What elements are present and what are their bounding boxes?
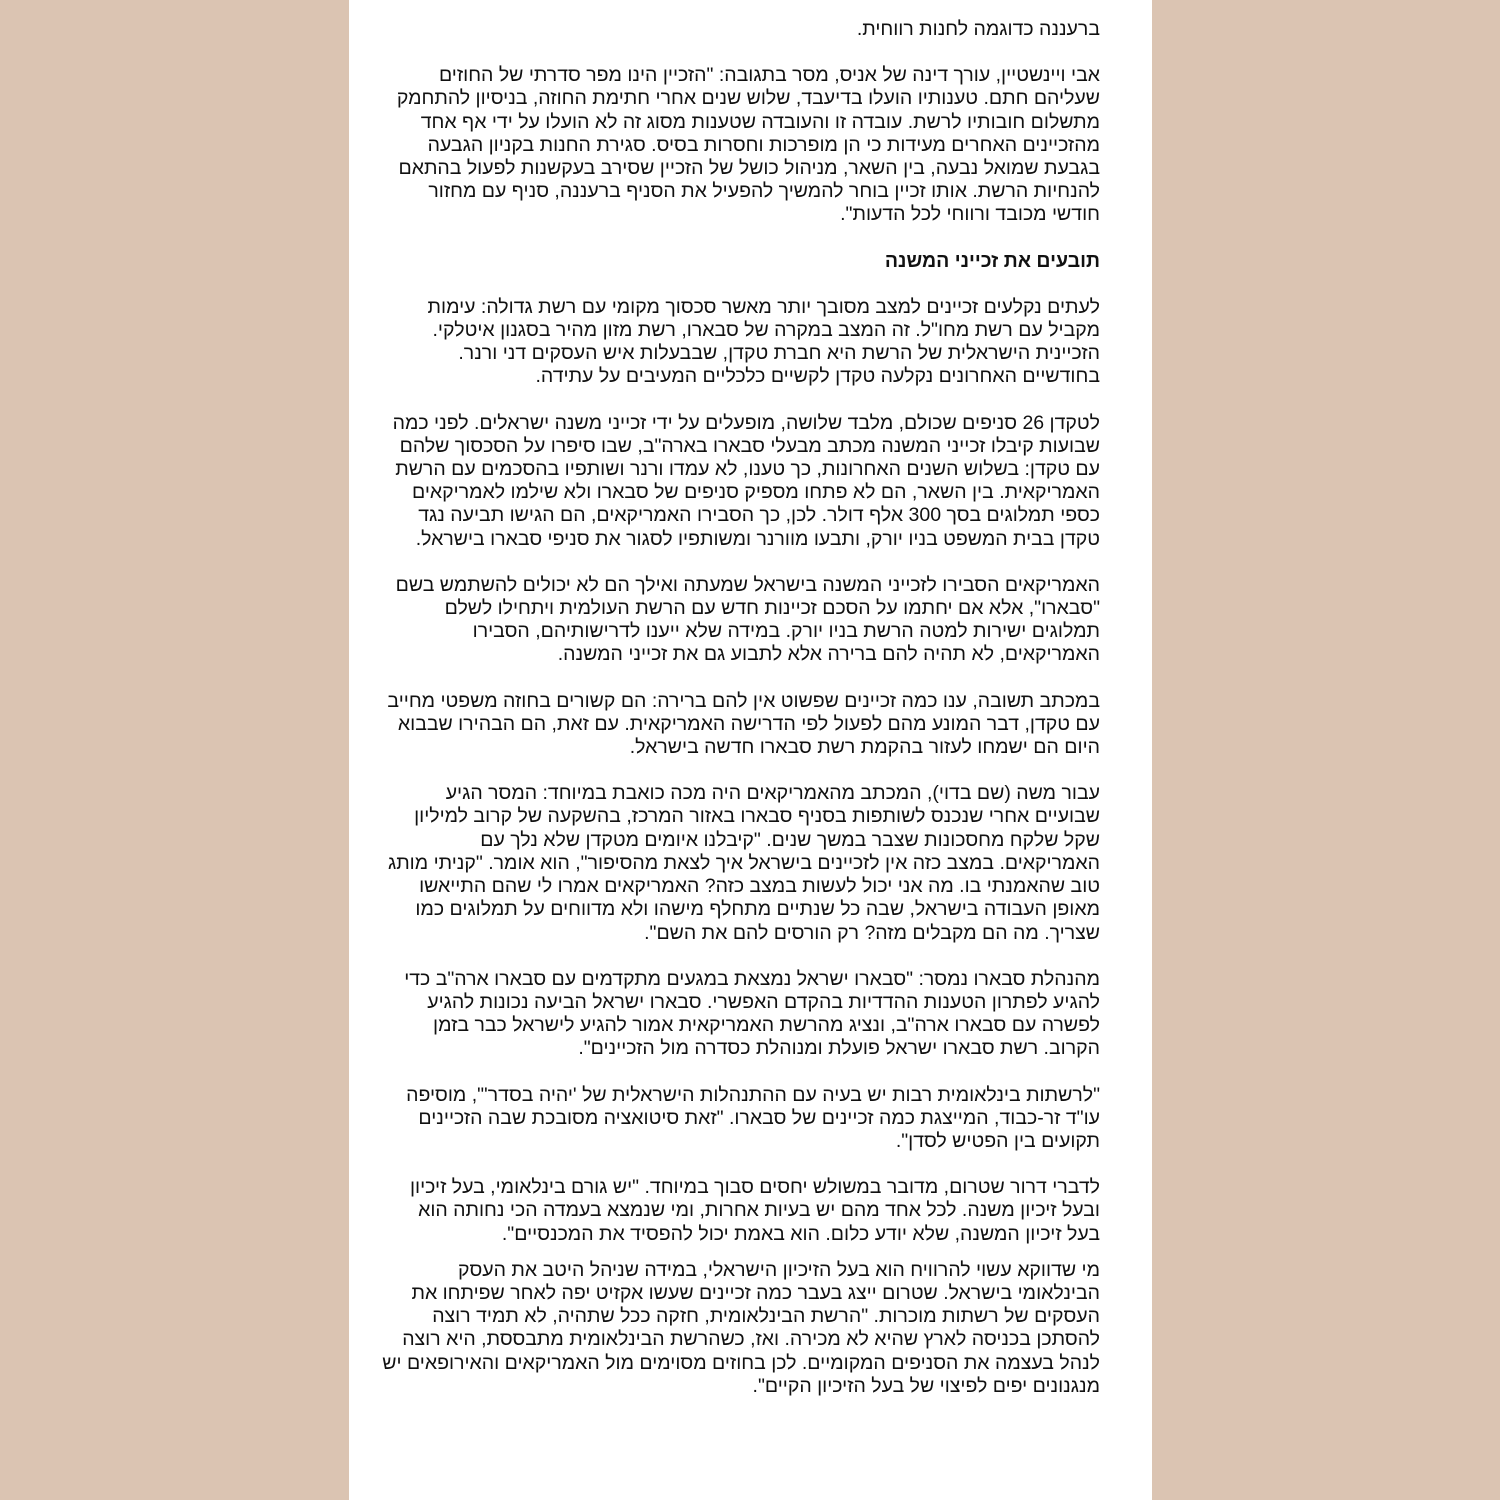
paragraph-line: אבי ויינשטיין, עורך דינה של אניס, מסר בתגובה: "הזכיין הינו מפר סדרתי של החוזים bbox=[438, 64, 1100, 87]
paragraph-line: עם טקדן, דבר המונע מהם לפעול לפי הדרישה האמריקאית. עם זאת, הם הבהירו שבבוא bbox=[397, 712, 1100, 735]
paragraph-line: חודשי מכובד ורווחי לכל הדעות". bbox=[840, 203, 1100, 226]
paragraph-line: מהזכיינים האחרים מעידות כי הן מופרכות וחסרות בסיס. סגירת החנות בקניון הגבעה bbox=[427, 133, 1100, 156]
paragraph-line: תקועים בין הפטיש לסדן". bbox=[895, 1129, 1100, 1152]
paragraph-line: לנהל בעצמה את הסניפים המקומיים. לכן בחוזים מסוימים מול האמריקאים והאירופאים יש bbox=[382, 1351, 1100, 1374]
article-page bbox=[349, 0, 1152, 1500]
paragraph-line: שצריך. מה הם מקבלים מזה? רק הורסים להם את השם". bbox=[644, 921, 1100, 944]
paragraph-line: מי שדווקא עשוי להרוויח הוא בעל הזיכיון הישראלי, במידה שניהל היטב את העסק bbox=[457, 1258, 1100, 1281]
paragraph-line: העסקים של רשתות מוכרות. "הרשת הבינלאומית, חזקה ככל שתהיה, לא תמיד רוצה bbox=[432, 1305, 1100, 1328]
article-paragraph bbox=[382, 1258, 1100, 1398]
paragraph-line: "סבארו", אלא אם יחתמו על הסכם זכיינות חדש עם הרשת העולמית ויתחילו לשלם bbox=[444, 597, 1100, 620]
article-body bbox=[382, 18, 1100, 1398]
paragraph-line: הזכיינית הישראלית של הרשת היא חברת טקדן, שבבעלות איש העסקים דני ורנר. bbox=[458, 342, 1100, 365]
paragraph-line: עו"ד זר-כבוד, המייצגת כמה זכיינים של סבארו. "זאת סיטואציה מסובכת שבה הזכיינים bbox=[418, 1106, 1100, 1129]
paragraph-line: מאופן העבודה בישראל, שבה כל שנתיים מתחלף מישהו ולא מדווחים על תמלוגים כמו bbox=[415, 898, 1100, 921]
article-paragraph bbox=[389, 690, 1100, 760]
paragraph-line: בעל זיכיון המשנה, שלא יודע כלום. הוא באמת יכול להפסיד את המכנסיים". bbox=[501, 1222, 1100, 1245]
paragraph-line: טקדן בבית המשפט בניו יורק, ותבעו מוורנר ומשותפיו לסגור את סניפי סבארו בישראל. bbox=[415, 527, 1100, 550]
paragraph-line: לדברי דרור שטרום, מדובר במשולש יחסים סבוך במיוחד. "יש גורם בינלאומי, בעל זיכיון bbox=[409, 1176, 1100, 1199]
paragraph-line: לטקדן 26 סניפים שכולם, מלבד שלושה, מופעלים על ידי זכייני משנה ישראלים. לפני כמה bbox=[392, 411, 1100, 434]
paragraph-line: תובעים את זכייני המשנה bbox=[884, 249, 1100, 272]
paragraph-line: לפשרה עם סבארו ארה"ב, ונציג מהרשת האמריקאית אמור להגיע לישראל כבר בזמן bbox=[433, 1014, 1100, 1037]
paragraph-line: לעתים נקלעים זכיינים למצב מסובך יותר מאשר סכסוך מקומי עם רשת גדולה: עימות bbox=[427, 295, 1100, 318]
paragraph-line: ברעננה כדוגמה לחנות רווחית. bbox=[856, 18, 1100, 40]
paragraph-line: כספי תמלוגים בסך 300 אלף דולר. לכן, כך הסבירו האמריקאים, הם הגישו תביעה נגד bbox=[418, 504, 1100, 527]
article-paragraph bbox=[389, 412, 1100, 551]
paragraph-line: במכתב תשובה, ענו כמה זכיינים שפשוט אין להם ברירה: הם קשורים בחוזה משפטי מחייב bbox=[387, 689, 1100, 712]
paragraph-line: האמריקאים. במצב כזה אין לזכיינים בישראל איך לצאת מהסיפור", הוא אומר. "קניתי מותג bbox=[387, 851, 1100, 874]
paragraph-line: עם טקדן: בשלוש השנים האחרונות, כך טענו, לא עמדו ורנר ושותפיו בהסכמים עם הרשת bbox=[395, 458, 1100, 481]
paragraph-line: עבור משה (שם בדוי), המכתב מהאמריקאים היה מכה כואבת במיוחד: המסר הגיע bbox=[445, 782, 1100, 805]
article-paragraph bbox=[389, 18, 1100, 41]
article-paragraph bbox=[389, 968, 1100, 1061]
paragraph-line: שבועיים אחרי שנכנס לשותפות בסניף סבארו באזור המרכז, בהשקעה של קרוב למיליון bbox=[414, 805, 1100, 828]
paragraph-line: טוב שהאמנתי בו. מה אני יכול לעשות במצב כזה? האמריקאים אמרו לי שהם התייאשו bbox=[419, 875, 1100, 898]
paragraph-line: הבינלאומי בישראל. שטרום ייצג בעבר כמה זכיינים שעשו אקזיט יפה לאחר שפיתחו את bbox=[411, 1281, 1100, 1304]
paragraph-line: מנגנונים יפים לפיצוי של בעל הזיכיון הקיים". bbox=[752, 1374, 1100, 1397]
paragraph-line: האמריקאים הסבירו לזכייני המשנה בישראל שמעתה ואילך הם לא יכולים להשתמש בשם bbox=[395, 573, 1100, 596]
article-paragraph bbox=[389, 574, 1100, 667]
article-paragraph bbox=[389, 296, 1100, 389]
paragraph-line: בחודשיים האחרונים נקלעה טקדן לקשיים כלכליים המעיבים על עתידה. bbox=[535, 365, 1100, 388]
paragraph-line: להסתכן בכניסה לארץ שהיא לא מכירה. ואז, כשהרשת הבינלאומית מתבססת, היא רוצה bbox=[402, 1328, 1100, 1351]
paragraph-line: היום הם ישמחו לעזור בהקמת רשת סבארו חדשה בישראל. bbox=[629, 736, 1100, 759]
paragraph-line: בגבעת שמואל נבעה, בין השאר, מניהול כושל של הזכיין שסירב בעקשנות לפעול בהתאם bbox=[398, 157, 1100, 180]
paragraph-line: שקל שלקח מחסכונות שצבר במשך שנים. "קיבלנו איומים מטקדן שלא נלך עם bbox=[480, 828, 1100, 851]
paragraph-line: תמלוגים ישירות למטה הרשת בניו יורק. במידה שלא ייענו לדרישותיהם, הסבירו bbox=[472, 620, 1100, 643]
paragraph-line: מהנהלת סבארו נמסר: "סבארו ישראל נמצאת במגעים מתקדמים עם סבארו ארה"ב כדי bbox=[404, 967, 1100, 990]
paragraph-line: האמריקאים, לא תהיה להם ברירה אלא לתבוע גם את זכייני המשנה. bbox=[557, 643, 1100, 666]
article-paragraph bbox=[389, 782, 1100, 944]
article-paragraph bbox=[389, 1084, 1100, 1154]
paragraph-line: שעליהם חתם. טענותיו הועלו בדיעבד, שלוש שנים אחרי חתימת החוזה, בניסיון להתחמק bbox=[396, 87, 1100, 110]
paragraph-line: האמריקאית. בין השאר, הם לא פתחו מספיק סניפים של סבארו ולא שילמו לאמריקאים bbox=[412, 481, 1100, 504]
paragraph-line: להנחיות הרשת. אותו זכיין בוחר להמשיך להפעיל את הסניף ברעננה, סניף עם מחזור bbox=[428, 180, 1100, 203]
article-paragraph bbox=[389, 1176, 1100, 1246]
paragraph-line: ובעל זיכיון משנה. לכל אחד מהם יש בעיות אחרות, ומי שנמצא בעמדה הכי נחותה הוא bbox=[418, 1199, 1100, 1222]
paragraph-line: "לרשתות בינלאומית רבות יש בעיה עם ההתנהלות הישראלית של 'יהיה בסדר'", מוסיפה bbox=[406, 1083, 1100, 1106]
paragraph-line: מתשלום חובותיו לרשת. עובדה זו והעובדה שטענות מסוג זה לא הועלו על ידי אף אחד bbox=[420, 110, 1100, 133]
article-paragraph bbox=[389, 64, 1100, 226]
paragraph-line: שבועות קיבלו זכייני המשנה מכתב מבעלי סבארו בארה"ב, שבו סיפרו על הסכסוך שלהם bbox=[399, 434, 1100, 457]
paragraph-line: הקרוב. רשת סבארו ישראל פועלת ומנוהלת כסדרה מול הזכיינים". bbox=[578, 1037, 1100, 1060]
paragraph-line: מקביל עם רשת מחו"ל. זה המצב במקרה של סבארו, רשת מזון מהיר בסגנון איטלקי. bbox=[432, 319, 1100, 342]
paragraph-line: להגיע לפתרון הטענות ההדדיות בהקדם האפשרי. סבארו ישראל הביעה נכונות להגיע bbox=[427, 990, 1100, 1013]
section-heading bbox=[389, 250, 1100, 273]
